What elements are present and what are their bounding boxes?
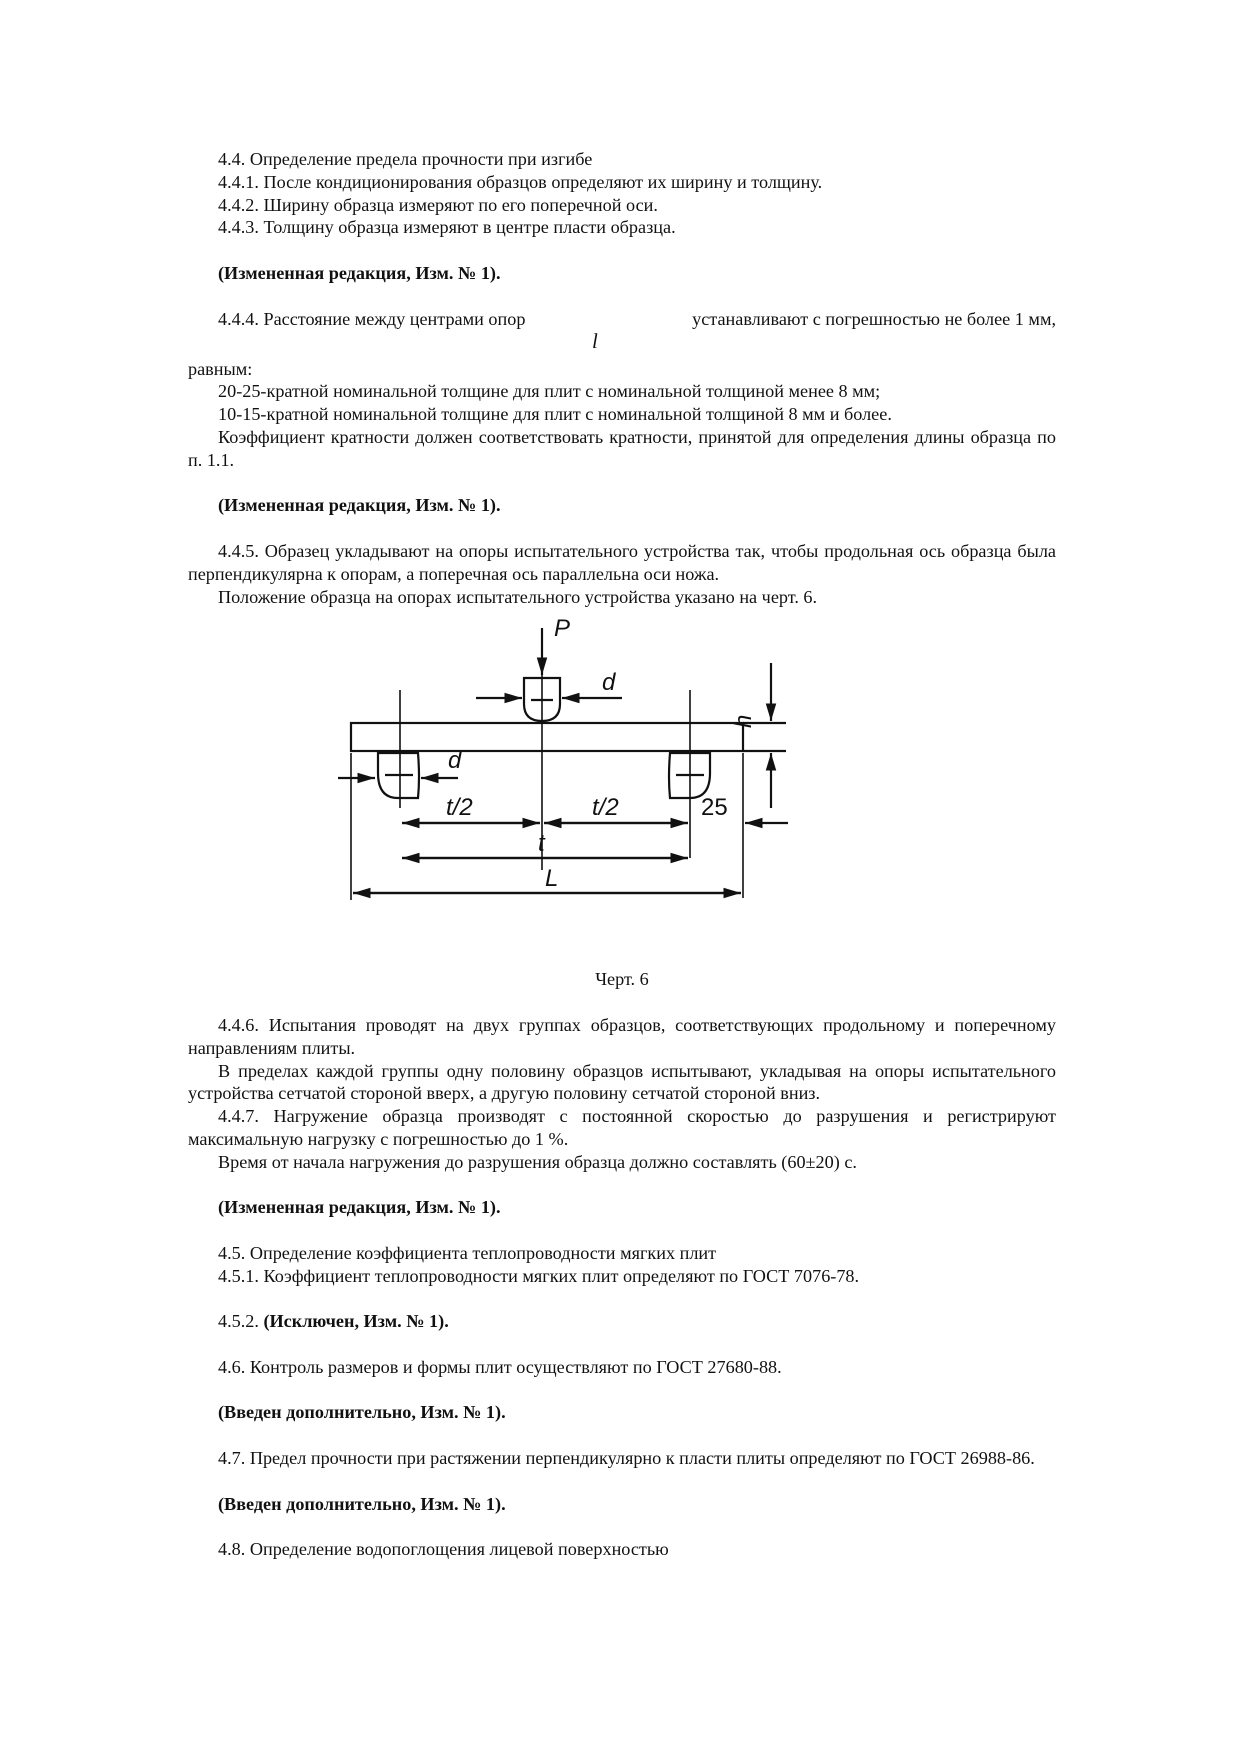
paragraph-4-5-2-note: (Исключен, Изм. № 1).: [263, 1311, 449, 1332]
label-t: t: [538, 830, 545, 858]
paragraph-4-7: 4.7. Предел прочности при растяжении перпендикулярно к пласти плиты определяют по ГОСТ 26988-86.: [218, 1448, 1035, 1469]
paragraph-4-4-6: 4.4.6. Испытания проводят на двух группах образцов, соответствующих продольному и поперечному направлениям плиты.: [188, 1014, 1056, 1058]
paragraph-4-4-5: 4.4.5. Образец укладывают на опоры испытательного устройства так, чтобы продольная ось образца была перпендикулярна к опорам, а поперечная ось параллельна оси ножа.: [188, 540, 1056, 584]
spacer: [188, 1219, 1056, 1242]
spacer: [188, 472, 1056, 495]
spacer: [188, 239, 1056, 262]
paragraph-4-4-4-left: 4.4.4. Расстояние между центрами опор: [218, 308, 526, 329]
paragraph-4-5-1: 4.5.1. Коэффициент теплопроводности мягких плит определяют по ГОСТ 7076-78.: [218, 1265, 860, 1286]
spacer: [188, 1333, 1056, 1356]
paragraph-4-4-7: 4.4.7. Нагружение образца производят с постоянной скоростью до разрушения и регистрируют максимальную нагрузку с погрешностью до 1 %.: [188, 1106, 1056, 1149]
figure-caption: Черт. 6: [595, 969, 649, 990]
section-4-4-title: 4.4. Определение предела прочности при изгибе: [218, 149, 593, 169]
paragraph-4-4-4-item-b: 10-15-кратной номинальной толщине для плит с номинальной толщиной 8 мм и более.: [218, 404, 892, 425]
document-page: [188, 148, 1056, 1561]
paragraph-4-4-3: 4.4.3. Толщину образца измеряют в центре пласти образца.: [218, 217, 676, 238]
label-25: 25: [701, 794, 728, 822]
paragraph-4-4-5-position: Положение образца на опорах испытательного устройства указано на черт. 6.: [218, 586, 818, 607]
amendment-note: (Измененная редакция, Изм. № 1).: [218, 1197, 501, 1218]
label-d-left: d: [448, 747, 462, 775]
label-half-left: t/2: [446, 794, 473, 822]
spacer: [188, 1470, 1056, 1493]
paragraph-4-4-4-line: [188, 308, 1056, 358]
paragraph-4-6: 4.6. Контроль размеров и формы плит осуществляют по ГОСТ 27680-88.: [218, 1356, 782, 1377]
spacer: [188, 1288, 1056, 1311]
paragraph-4-4-4-item-a: 20-25-кратной номинальной толщине для плит с номинальной толщиной менее 8 мм;: [218, 381, 881, 402]
label-L: L: [545, 865, 559, 893]
label-h: h: [730, 714, 757, 729]
spacer: [188, 1379, 1056, 1402]
paragraph-4-5-2: [188, 1310, 1056, 1333]
specimen-plate: [351, 723, 743, 751]
paragraph-4-5-2-number: 4.5.2.: [218, 1311, 264, 1332]
spacer: [188, 991, 1056, 1014]
spacer: [188, 1515, 1056, 1538]
paragraph-4-4-2: 4.4.2. Ширину образца измеряют по его поперечной оси.: [218, 194, 658, 215]
section-4-5-title: 4.5. Определение коэффициента теплопроводности мягких плит: [218, 1242, 717, 1263]
amendment-note: (Введен дополнительно, Изм. № 1).: [218, 1402, 506, 1423]
spacer: [188, 517, 1056, 540]
drawing-6: [188, 608, 1056, 968]
amendment-note: (Измененная редакция, Изм. № 1).: [218, 262, 501, 283]
spacer: [188, 1424, 1056, 1447]
label-P: P: [554, 615, 571, 643]
spacer: [188, 285, 1056, 308]
label-half-right: t/2: [592, 794, 619, 822]
paragraph-4-4-4-right: устанавливают с погрешностью не более 1 мм,: [692, 308, 1056, 329]
paragraph-4-4-7-time: Время от начала нагружения до разрушения образца должно составлять (60±20) с.: [218, 1151, 857, 1172]
paragraph-4-4-6-groups: В пределах каждой группы одну половину образцов испытывают, укладывая на опоры испытательного устройства сетчатой стороной вверх, а другую половину сетчатой стороной вниз.: [188, 1060, 1056, 1104]
paragraph-4-4-4-continuation: равным:: [188, 358, 253, 379]
amendment-note: (Измененная редакция, Изм. № 1).: [218, 495, 501, 516]
span-symbol: l: [592, 328, 598, 353]
label-d-top: d: [602, 669, 616, 697]
drawing-6-svg: [188, 608, 1056, 964]
paragraph-4-4-1: 4.4.1. После кондиционирования образцов определяют их ширину и толщину.: [218, 171, 823, 192]
paragraph-4-4-4-coefficient: Коэффициент кратности должен соответствовать кратности, принятой для определения длины образца по п. 1.1.: [188, 426, 1056, 470]
spacer: [188, 1174, 1056, 1197]
section-4-8-title: 4.8. Определение водопоглощения лицевой поверхностью: [218, 1539, 669, 1560]
amendment-note: (Введен дополнительно, Изм. № 1).: [218, 1493, 506, 1514]
